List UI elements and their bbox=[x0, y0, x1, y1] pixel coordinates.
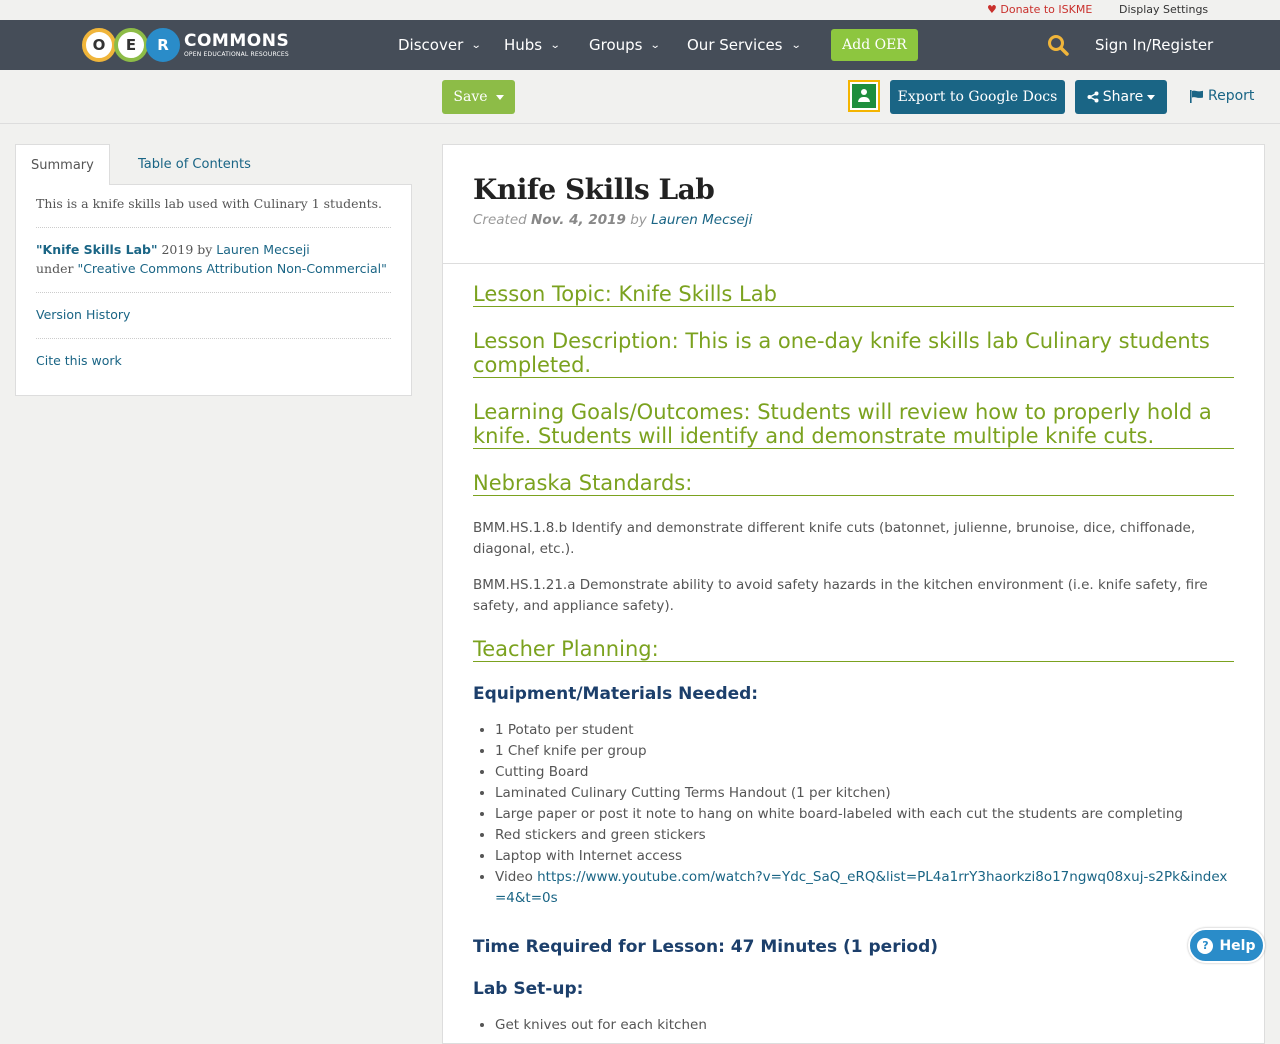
page-title: Knife Skills Lab bbox=[473, 173, 715, 206]
version-history-link[interactable]: Version History bbox=[36, 307, 131, 322]
flag-icon bbox=[1190, 90, 1204, 103]
nav-hubs-label: Hubs bbox=[504, 36, 543, 54]
caret-down-icon bbox=[496, 95, 504, 100]
report-link[interactable] bbox=[1190, 88, 1254, 104]
list-item: • 1 Chef knife per group bbox=[495, 741, 1234, 762]
resource-main bbox=[442, 144, 1265, 1044]
search-icon[interactable] bbox=[1047, 34, 1069, 56]
heading-teacher-planning: Teacher Planning: bbox=[473, 637, 1234, 662]
resource-header bbox=[443, 145, 1264, 264]
list-item: • Red stickers and green stickers bbox=[495, 825, 1234, 846]
utility-bar bbox=[0, 0, 1280, 20]
heading-time-required: Time Required for Lesson: 47 Minutes (1 period) bbox=[473, 937, 939, 957]
equipment-list bbox=[473, 720, 1234, 909]
caret-down-icon bbox=[1147, 95, 1155, 100]
heading-lab-setup: Lab Set-up: bbox=[473, 979, 584, 999]
nav-hubs[interactable] bbox=[504, 36, 560, 54]
display-settings-link[interactable]: Display Settings bbox=[1119, 3, 1209, 16]
tab-table-of-contents[interactable]: Table of Contents bbox=[138, 156, 251, 172]
license-link[interactable]: "Creative Commons Attribution Non-Commercial" bbox=[77, 261, 387, 276]
video-link[interactable]: https://www.youtube.com/watch?v=Ydc_SaQ_eRQ&list=PL4a1rrY3haorkzi8o17ngwq08xuj-s2Pk&index=4&t=0s bbox=[495, 869, 1228, 906]
logo-letter-r: R bbox=[146, 28, 180, 62]
logo-subtitle: OPEN EDUCATIONAL RESOURCES bbox=[184, 50, 289, 58]
summary-panel bbox=[15, 184, 412, 396]
version-history-row bbox=[36, 293, 391, 339]
cite-row bbox=[36, 339, 391, 380]
help-label: Help bbox=[1219, 937, 1256, 954]
help-button[interactable] bbox=[1188, 928, 1265, 963]
add-oer-button[interactable]: Add OER bbox=[831, 29, 918, 61]
share-button[interactable] bbox=[1075, 80, 1167, 114]
list-item: • Cutting Board bbox=[495, 762, 1234, 783]
export-google-docs-button[interactable]: Export to Google Docs bbox=[890, 80, 1065, 114]
nav-our-services-label: Our Services bbox=[687, 36, 783, 54]
chevron-down-icon: ⌄ bbox=[470, 39, 482, 51]
question-icon: ? bbox=[1197, 938, 1213, 954]
heading-lesson-description: Lesson Description: This is a one-day knife skills lab Culinary students completed. bbox=[473, 329, 1234, 378]
video-prefix: Video bbox=[495, 869, 538, 885]
resource-content bbox=[443, 264, 1264, 1036]
author-link[interactable]: Lauren Mecseji bbox=[651, 212, 753, 228]
donate-link[interactable] bbox=[987, 3, 1092, 16]
cite-this-work-link[interactable]: Cite this work bbox=[36, 353, 122, 368]
logo-letter-e: E bbox=[114, 28, 148, 62]
setup-list bbox=[473, 1015, 1234, 1036]
created-by: by bbox=[625, 212, 652, 228]
created-date: Nov. 4, 2019 bbox=[531, 212, 626, 228]
resource-toolbar bbox=[0, 70, 1280, 124]
nav-groups-label: Groups bbox=[589, 36, 643, 54]
attribution-author-link[interactable]: Lauren Mecseji bbox=[216, 242, 310, 257]
nav-groups[interactable] bbox=[589, 36, 660, 54]
share-icon bbox=[1087, 91, 1099, 103]
list-item: • 1 Potato per student bbox=[495, 720, 1234, 741]
attribution-under: under bbox=[36, 261, 78, 276]
oer-commons-logo[interactable] bbox=[82, 25, 289, 65]
logo-title: COMMONS bbox=[184, 30, 290, 51]
attribution bbox=[36, 228, 391, 293]
save-button[interactable] bbox=[442, 80, 515, 114]
heart-icon: ♥ bbox=[987, 3, 997, 16]
standard-paragraph: BMM.HS.1.21.a Demonstrate ability to avoid safety hazards in the kitchen environment (i.e. knife safety, fire safety, and appliance safety). bbox=[473, 577, 1208, 614]
list-item: • Get knives out for each kitchen bbox=[495, 1015, 1234, 1036]
save-label: Save bbox=[453, 89, 488, 105]
nav-our-services[interactable] bbox=[687, 36, 800, 54]
list-item: • Laminated Culinary Cutting Terms Handout (1 per kitchen) bbox=[495, 783, 1234, 804]
resource-description: This is a knife skills lab used with Culinary 1 students. bbox=[36, 195, 391, 228]
list-item bbox=[495, 867, 1234, 909]
heading-learning-goals: Learning Goals/Outcomes: Students will review how to properly hold a knife. Students will identify and demonstrate multiple knife cuts. bbox=[473, 400, 1234, 449]
list-item: • Laptop with Internet access bbox=[495, 846, 1234, 867]
heading-equipment: Equipment/Materials Needed: bbox=[473, 684, 759, 704]
chevron-down-icon: ⌄ bbox=[650, 39, 662, 51]
created-meta bbox=[473, 212, 1234, 228]
logo-wordmark bbox=[184, 30, 290, 58]
sign-in-register-link[interactable]: Sign In/Register bbox=[1095, 36, 1214, 54]
standard-paragraph: BMM.HS.1.8.b Identify and demonstrate different knife cuts (batonnet, julienne, brunoise, dice, chiffonade, diagonal, etc.). bbox=[473, 520, 1196, 557]
nav-discover-label: Discover bbox=[398, 36, 464, 54]
sidebar-tabs bbox=[15, 144, 412, 184]
heading-lesson-topic: Lesson Topic: Knife Skills Lab bbox=[473, 282, 1234, 307]
share-label: Share bbox=[1102, 89, 1144, 105]
nav-discover[interactable] bbox=[398, 36, 481, 54]
attribution-title-link[interactable]: "Knife Skills Lab" bbox=[36, 242, 158, 257]
chevron-down-icon: ⌄ bbox=[790, 39, 802, 51]
created-prefix: Created bbox=[473, 212, 532, 228]
logo-letter-o: O bbox=[82, 28, 116, 62]
list-item: • Large paper or post it note to hang on white board-labeled with each cut the students are completing bbox=[495, 804, 1234, 825]
donate-label: Donate to ISKME bbox=[1000, 3, 1093, 16]
main-navbar bbox=[0, 20, 1280, 70]
attribution-year: 2019 by bbox=[157, 242, 217, 257]
summary-sidebar bbox=[15, 144, 412, 396]
report-label: Report bbox=[1208, 88, 1255, 104]
heading-nebraska-standards: Nebraska Standards: bbox=[473, 471, 1234, 496]
tab-summary[interactable]: Summary bbox=[15, 144, 110, 185]
chevron-down-icon: ⌄ bbox=[549, 39, 561, 51]
google-classroom-icon[interactable] bbox=[848, 80, 880, 112]
